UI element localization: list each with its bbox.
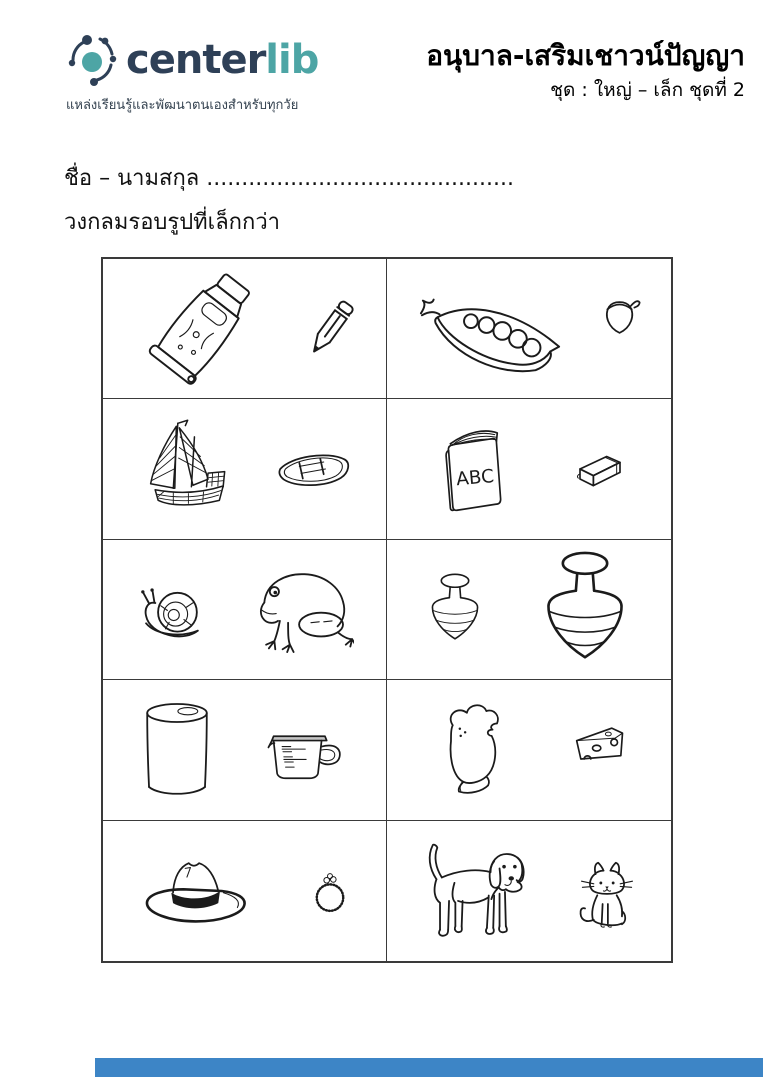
frog-illustration [246,563,354,655]
footer-accent-bar [95,1058,763,1077]
can-illustration [140,698,214,802]
cheese-wedge-illustration [570,722,630,766]
eraser-illustration [570,447,630,491]
centerlib-logo-icon [64,32,120,88]
table-cell-2 [387,259,671,399]
cat-illustration [578,860,636,934]
hat-illustration [140,852,260,930]
dog-illustration [422,835,532,947]
table-cell-6 [387,540,671,680]
large-spinning-top-illustration [538,549,632,669]
toothpaste-tube-illustration [127,268,275,390]
brand-wordmark [126,37,319,83]
table-cell-5 [103,540,387,680]
rowboat-illustration [275,446,355,492]
name-label: ชื่อ – นามสกุล [64,166,200,191]
worksheet-title: อนุบาล-เสริมเชาวน์ปัญญา [426,39,745,72]
name-dots: ............................................ [206,166,514,191]
pencil-illustration [300,295,362,363]
page-header [64,32,745,115]
table-cell-9 [103,821,387,961]
worksheet-titles [426,38,745,105]
pea-pod-illustration [414,280,566,378]
name-line [64,160,514,195]
brand-center: center [126,37,266,83]
acorn-illustration [596,290,644,340]
worksheet-subtitle: ชุด : ใหญ่ – เล็ก ชุดที่ 2 [550,79,745,101]
small-spinning-top-illustration [426,571,484,647]
instruction-text: วงกลมรอบรูปที่เล็กกว่า [64,210,281,235]
abc-book-label: ABC [454,466,495,491]
bread-slice-illustration [428,700,512,800]
table-cell-4 [387,399,671,539]
table-cell-7 [103,680,387,820]
table-cell-3 [103,399,387,539]
snail-illustration [135,584,207,646]
items-table [101,257,673,963]
ring-illustration [311,867,349,915]
brand-tagline: แหล่งเรียนรู้และพัฒนาตนเองสำหรับทุกวัย [66,98,299,113]
table-cell-8 [387,680,671,820]
table-cell-1 [103,259,387,399]
brand-lib: lib [265,37,319,83]
abc-book-illustration [429,422,511,516]
measuring-cup-illustration [265,729,349,783]
table-cell-10 [387,821,671,961]
centerlib-logo [64,32,318,115]
junk-ship-illustration [134,411,236,527]
